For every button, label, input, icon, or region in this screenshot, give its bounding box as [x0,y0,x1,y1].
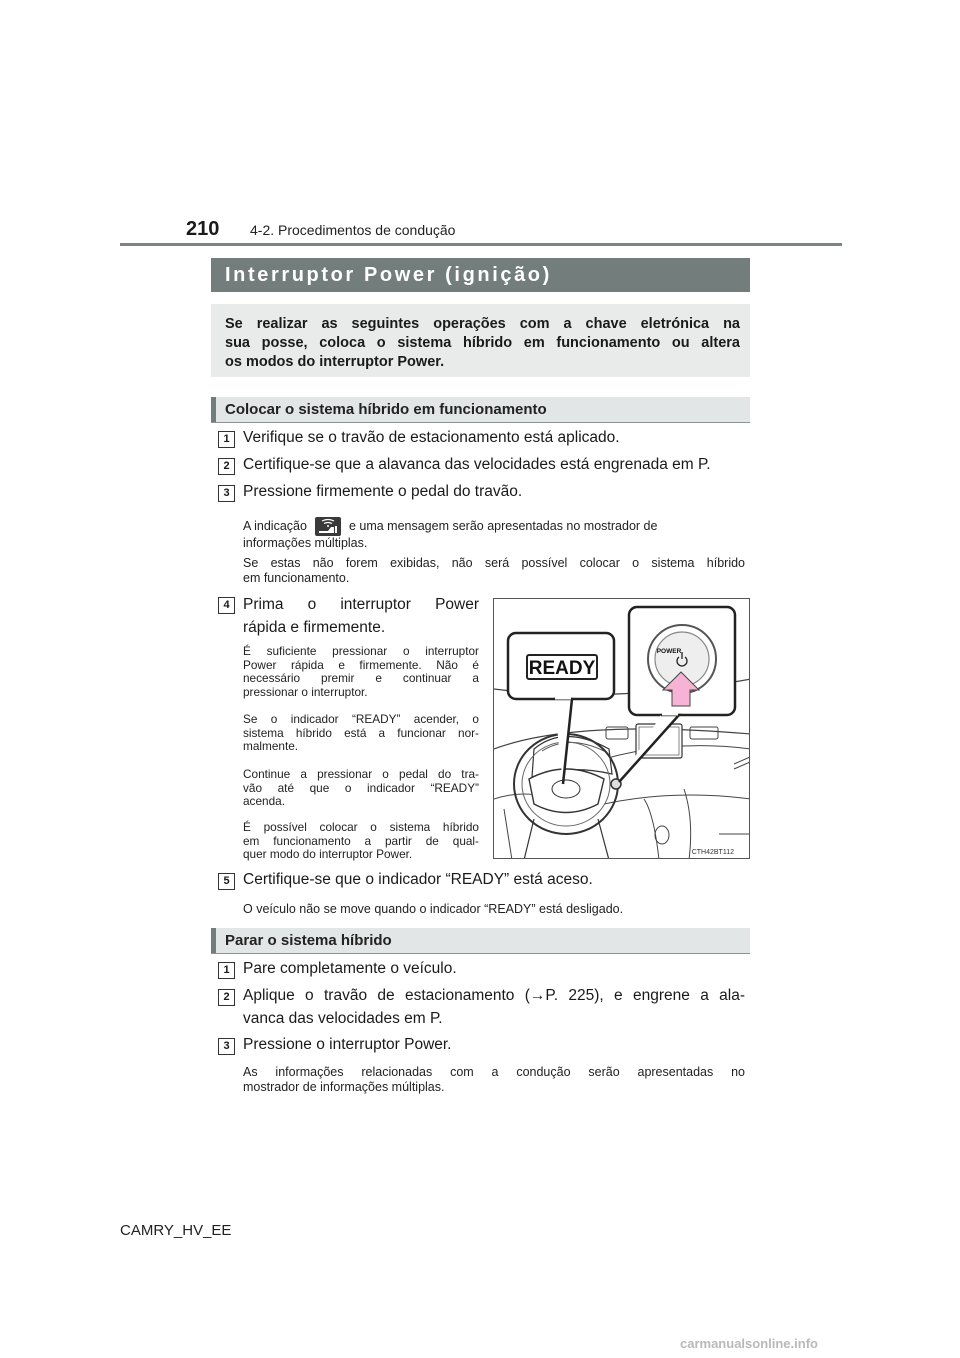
step-line: rápida e firmemente. [243,619,386,636]
start-step-4 [243,593,479,639]
page-title: Interruptor Power (ignição) [211,258,750,292]
start-step-2: Certifique-se que a alavanca das velocidades está engrenada em P. [243,456,711,473]
stop-step-3-note [243,1065,745,1095]
stop-step-3: Pressione o interruptor Power. [243,1036,452,1053]
step-number: 1 [218,431,235,448]
step-4-note-c [243,768,479,809]
start-step-1: Verifique se o travão de estacionamento está aplicado. [243,429,620,446]
start-step-3: Pressione firmemente o pedal do travão. [243,483,523,500]
note-line: Se o indicador “READY” acender, o [243,712,479,726]
note-line: É suficiente pressionar o interruptor [243,644,479,658]
intro-line-3: os modos do interruptor Power. [225,354,445,370]
footer-code: CAMRY_HV_EE [120,1222,232,1239]
heading-accent [211,397,216,422]
step-4-note-d [243,821,479,862]
step-number: 2 [218,989,235,1006]
dashboard-drawing [494,599,750,859]
note-text: e uma mensagem serão apresentadas no mostrador de [348,519,658,533]
stop-step-1: Pare completamente o veículo. [243,960,457,977]
note-line [243,517,745,536]
note-line: Se estas não forem exibidas, não será possível colocar o sistema híbrido [243,556,745,570]
note-line: malmente. [243,739,299,753]
brake-pedal-indicator-icon [315,517,341,536]
stop-step-2 [243,984,745,1030]
note-line: As informações relacionadas com a condução serão apresentadas no [243,1065,745,1079]
intro-line-1: Se realizar as seguintes operações com a chave eletrónica na [225,316,740,332]
step-line: Prima o interruptor Power [243,596,479,613]
step-line: Aplique o travão de estacionamento (→P. 225), e engrene a ala- [243,987,745,1004]
step-number: 3 [218,485,235,502]
start-step-5: Certifique-se que o indicador “READY” está aceso. [243,871,593,888]
power-button-label: POWER [656,648,682,655]
stop-heading-text: Parar o sistema híbrido [225,932,392,949]
note-line: pressionar o interruptor. [243,684,368,699]
start-section-heading [211,397,750,423]
intro-line-2: sua posse, coloca o sistema híbrido em funcionamento ou altera [225,335,740,351]
section-path: 4-2. Procedimentos de condução [250,222,456,238]
ready-indicator-label: READY [528,658,596,679]
watermark: carmanualsonline.info [680,1336,818,1351]
stop-section-heading [211,928,750,954]
heading-accent [211,928,216,953]
page-number: 210 [186,218,220,240]
step-5-note: O veículo não se move quando o indicador “READY” está desligado. [243,902,624,916]
note-line: informações múltiplas. [243,536,368,550]
intro-box [211,304,750,377]
step-number: 4 [218,597,235,614]
step-number: 2 [218,458,235,475]
note-line: em funcionamento a partir de qual- [243,833,479,848]
step-4-note-b [243,713,479,754]
note-line: É possível colocar o sistema híbrido [243,820,479,834]
dashboard-illustration [493,598,750,859]
step-3-note-a [243,517,745,551]
note-line: Power rápida e firmemente. Não é [243,657,479,672]
note-line: em funcionamento. [243,571,350,585]
step-3-note-b [243,556,745,586]
header-rule [120,243,842,246]
step-number: 3 [218,1038,235,1055]
step-number: 5 [218,873,235,890]
note-line: mostrador de informações múltiplas. [243,1080,445,1094]
note-line: Continue a pressionar o pedal do tra- [243,767,479,781]
note-line: necessário premir e continuar a [243,671,479,685]
start-heading-text: Colocar o sistema híbrido em funcionamento [225,401,547,418]
step-number: 1 [218,962,235,979]
note-line: acenda. [243,794,285,808]
note-line: quer modo do interruptor Power. [243,847,413,861]
step-4-note-a [243,645,479,699]
note-text: A indicação [243,519,307,533]
step-line: vanca das velocidades em P. [243,1010,443,1027]
note-line: vão até que o indicador “READY” [243,780,479,795]
illustration-code: CTH42BT112 [691,849,734,856]
note-line: sistema híbrido está a funcionar nor- [243,725,479,740]
